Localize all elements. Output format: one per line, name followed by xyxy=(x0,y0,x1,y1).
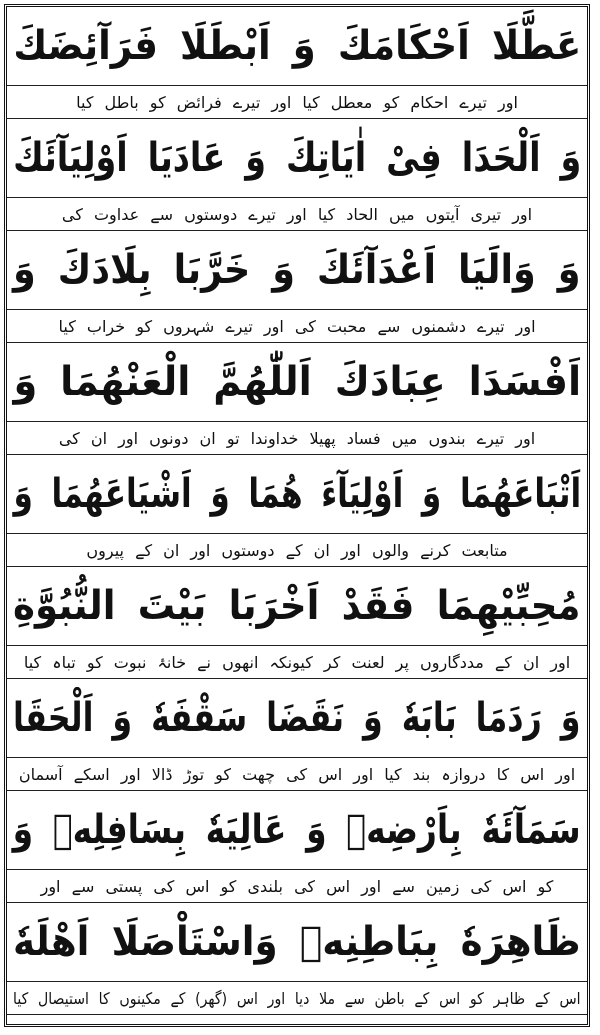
urdu-translation: اس کے ظاہر کو اس کے باطن سے ملا دیا اور اس (گھر) کے مکینوں کا استیصال کیا xyxy=(7,981,587,1015)
verse-block-9 xyxy=(7,903,587,1015)
verse-block-6 xyxy=(7,567,587,679)
verse-block-4 xyxy=(7,343,587,455)
arabic-line: سَمَآئَهٗ بِاَرْضِهٖ وَ عَالِیَهٗ بِسَافِلِهٖ وَ xyxy=(13,807,581,853)
arabic-line: اَتْبَاعَهُمَا وَ اَوْلِیَآءَ هُمَا وَ اَشْیَاعَهُمَا وَ xyxy=(13,471,581,517)
verse-block-8 xyxy=(7,791,587,903)
arabic-line: وَ اَلْحَدَا فِیْ اٰیَاتِكَ وَ عَادَیَا اَوْلِیَآئَكَ xyxy=(12,135,582,181)
prayer-page xyxy=(4,4,590,1027)
urdu-translation: اور تیری آیتوں میں الحاد کیا اور تیرے دوستوں سے عداوت کی xyxy=(7,197,587,231)
verse-block-1 xyxy=(7,7,587,119)
urdu-translation: کو اس کی زمین سے اور اس کی بلندی کو اس کی پستی سے اور xyxy=(7,869,587,903)
urdu-translation: اور تیرے احکام کو معطل کیا اور تیرے فرائض کو باطل کیا xyxy=(7,85,587,119)
arabic-line: وَ وَالَیَا اَعْدَآئَكَ وَ خَرَّبَا بِلَادَكَ وَ xyxy=(13,247,581,293)
verse-block-2 xyxy=(7,119,587,231)
arabic-line: وَ رَدَمَا بَابَهٗ وَ نَقَضَا سَقْفَهٗ وَ اَلْحَقَا xyxy=(13,695,581,741)
arabic-line: اَفْسَدَا عِبَادَكَ اَللّٰهُمَّ الْعَنْهُمَا وَ xyxy=(13,359,581,405)
verse-block-3 xyxy=(7,231,587,343)
urdu-translation: اور اس کا دروازہ بند کیا اور اس کی چھت کو توڑ ڈالا اور اسکے آسمان xyxy=(7,757,587,791)
arabic-line: ظَاهِرَهٗ بِبَاطِنِهٖ وَاسْتَاْصَلَا اَهْلَهٗ xyxy=(13,919,581,965)
verse-block-7 xyxy=(7,679,587,791)
urdu-translation: اور تیرے بندوں میں فساد پھیلا خداوندا تو ان دونوں اور ان کی xyxy=(7,421,587,455)
urdu-translation: متابعت کرنے والوں اور ان کے دوستوں اور ان کے پیروں xyxy=(7,533,587,567)
arabic-line: مُحِبِّیْهِمَا فَقَدْ اَخْرَبَا بَیْتَ النُّبُوَّةِ xyxy=(13,583,581,629)
arabic-line: عَطَّلَا اَحْكَامَكَ وَ اَبْطَلَا فَرَآئِضَكَ xyxy=(13,23,581,69)
urdu-translation: اور تیرے دشمنوں سے محبت کی اور تیرے شہروں کو خراب کیا xyxy=(7,309,587,343)
verse-block-5 xyxy=(7,455,587,567)
urdu-translation: اور ان کے مددگاروں پر لعنت کر کیونکہ انھوں نے خانۂ نبوت کو تباہ کیا xyxy=(7,645,587,679)
